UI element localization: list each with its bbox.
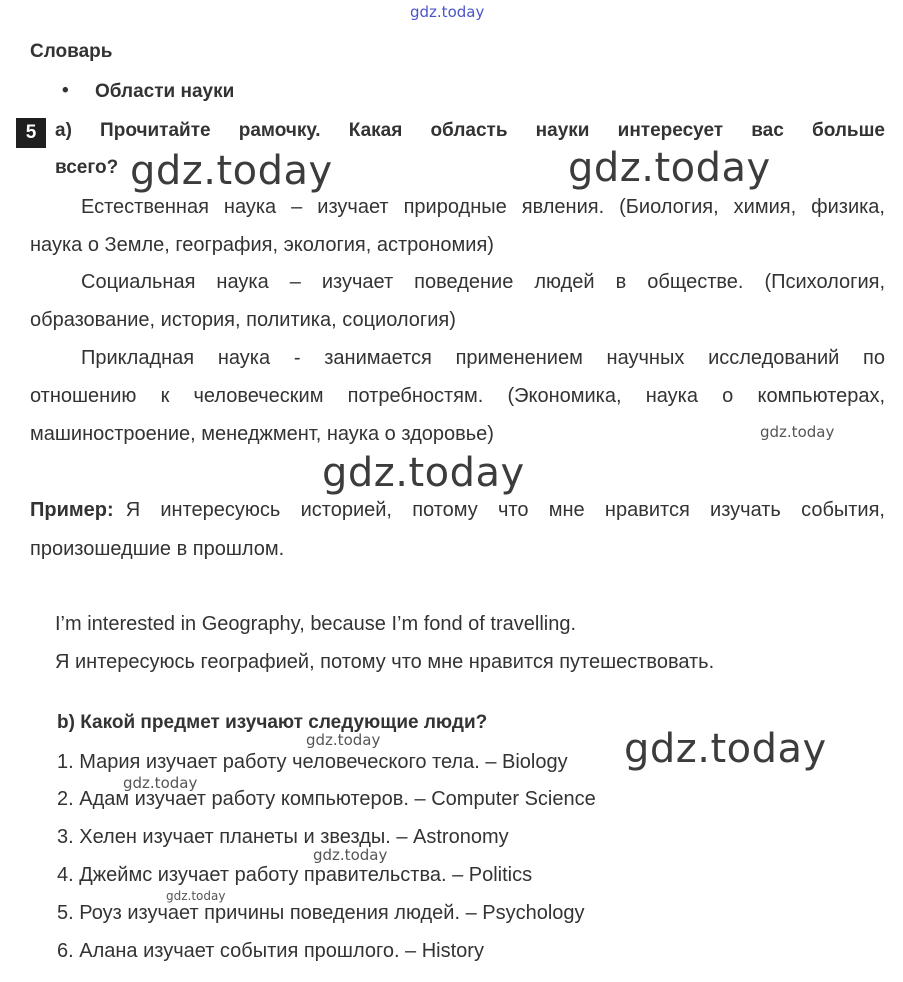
example-line2: произошедшие в прошлом.	[30, 538, 285, 560]
task-a-line1: a) Прочитайте рамочку. Какая область науки интересует вас больше	[55, 120, 885, 141]
task-number-badge: 5	[16, 118, 46, 148]
watermark-big-2: gdz.today	[568, 145, 771, 191]
example-text: Я интересуюсь историей, потому что мне нравится изучать события,	[125, 499, 885, 521]
list-item-5: 5. Роуз изучает причины поведения людей. – Psychology	[57, 902, 585, 924]
paragraph-natural-science-line2: наука о Земле, география, экология, астрономия)	[30, 234, 494, 256]
paragraph-applied-science-line2: отношению к человеческим потребностям. (Экономика, наука о компьютерах,	[30, 385, 885, 407]
paragraph-social-science-line2: образование, история, политика, социология)	[30, 309, 456, 331]
watermark-top: gdz.today	[410, 3, 485, 21]
watermark-big-3: gdz.today	[322, 450, 525, 496]
list-item-6: 6. Алана изучает события прошлого. – History	[57, 940, 484, 962]
list-item-3: 3. Хелен изучает планеты и звезды. – Astronomy	[57, 826, 509, 848]
answer-english: I’m interested in Geography, because I’m fond of travelling.	[55, 613, 577, 635]
paragraph-social-science-line1: Социальная наука – изучает поведение людей в обществе. (Психология,	[81, 271, 885, 293]
paragraph-applied-science-line3: машиностроение, менеджмент, наука о здоровье)	[30, 423, 494, 445]
watermark-big-1: gdz.today	[130, 148, 333, 194]
list-item-2: 2. Адам изучает работу компьютеров. – Computer Science	[57, 788, 596, 810]
watermark-big-4: gdz.today	[624, 726, 827, 772]
watermark-small-4: gdz.today	[313, 846, 388, 864]
task-a-line2: всего?	[55, 157, 119, 178]
list-item-4: 4. Джеймс изучает работу правительства. – Politics	[57, 864, 533, 886]
watermark-small-1: gdz.today	[760, 423, 835, 441]
answer-russian: Я интересуюсь географией, потому что мне нравится путешествовать.	[55, 651, 715, 673]
paragraph-natural-science-line1: Естественная наука – изучает природные явления. (Биология, химия, физика,	[81, 196, 885, 218]
watermark-small-3: gdz.today	[123, 774, 198, 792]
bullet-text: Области науки	[95, 81, 235, 102]
watermark-small-2: gdz.today	[306, 731, 381, 749]
example-line1	[30, 498, 885, 522]
task-b-title: b) Какой предмет изучают следующие люди?	[57, 712, 488, 733]
watermark-small-5: gdz.today	[166, 889, 226, 903]
bullet-marker: •	[62, 80, 69, 101]
list-item-1: 1. Мария изучает работу человеческого тела. – Biology	[57, 751, 568, 773]
paragraph-applied-science-line1: Прикладная наука - занимается применением научных исследований по	[81, 347, 885, 369]
example-label: Пример:	[30, 499, 114, 521]
section-heading: Словарь	[30, 41, 113, 62]
